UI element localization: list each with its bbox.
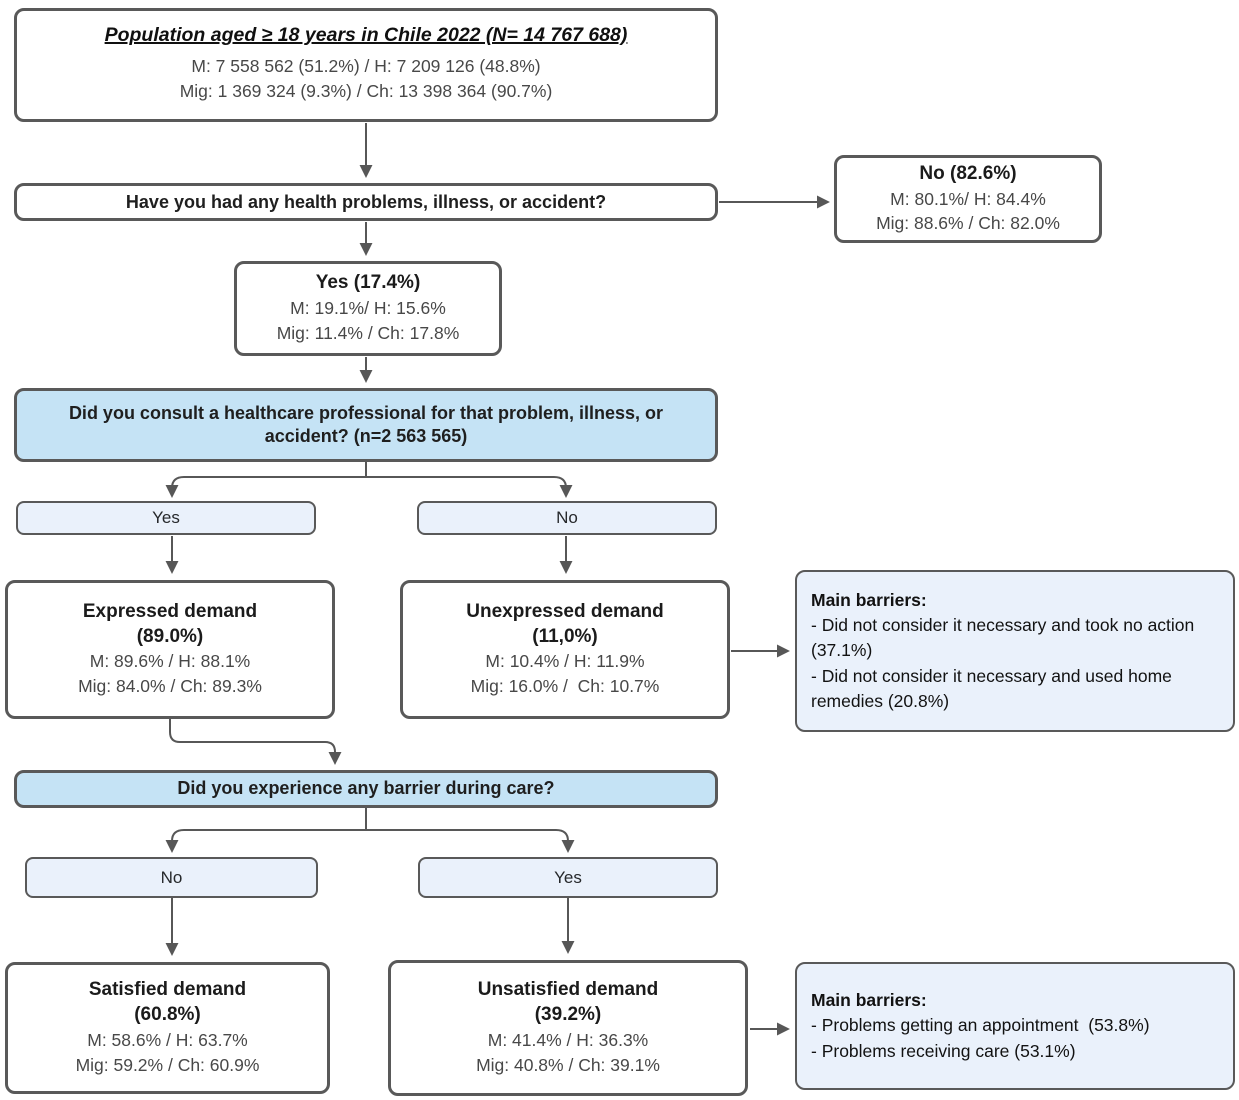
q-health-problem-box [14, 183, 718, 221]
health-problem-yes-origin-line: Mig: 11.4% / Ch: 17.8% [276, 322, 460, 343]
consult-yes-label: Yes [152, 508, 180, 527]
population-origin-line: Mig: 1 369 324 (9.3%) / Ch: 13 398 364 (90.7%) [179, 81, 553, 102]
health-problem-yes-box [234, 261, 502, 356]
health-problem-yes-gender-line: M: 19.1%/ H: 15.6% [290, 298, 446, 318]
unexpressed-barriers-heading: Main barriers: [811, 589, 927, 610]
unsatisfied-barriers-heading: Main barriers: [811, 989, 927, 1010]
expressed-demand-origin-line: Mig: 84.0% / Ch: 89.3% [78, 676, 262, 697]
satisfied-demand-box [5, 962, 330, 1094]
unsatisfied-demand-title: Unsatisfied demand [477, 979, 659, 1001]
q-health-problem-label: Have you had any health problems, illness, or accident? [125, 191, 607, 212]
unexpressed-demand-origin-line: Mig: 16.0% / Ch: 10.7% [470, 676, 660, 697]
barrier-yes-option [418, 857, 718, 898]
population-gender-line: M: 7 558 562 (51.2%) / H: 7 209 126 (48.8%) [191, 56, 541, 77]
expressed-demand-pct: (89.0%) [136, 625, 204, 647]
expressed-demand-title: Expressed demand [82, 600, 258, 622]
consult-no-label: No [556, 508, 578, 527]
q-consult-box [14, 388, 718, 462]
q-barrier-label: Did you experience any barrier during care? [177, 778, 555, 799]
connector-q2-to-consult-yes [172, 477, 366, 496]
unsatisfied-demand-gender-line: M: 41.4% / H: 36.3% [487, 1029, 649, 1050]
unexpressed-main-barriers-box [795, 570, 1235, 732]
unexpressed-demand-gender-line: M: 10.4% / H: 11.9% [485, 651, 645, 672]
unexpressed-demand-pct: (11,0%) [532, 625, 598, 647]
q-barrier-box [14, 770, 718, 808]
unsatisfied-main-barriers-box [795, 962, 1235, 1090]
unsatisfied-barriers-item: - Problems receiving care (53.1%) [811, 1040, 1076, 1061]
unsatisfied-demand-pct: (39.2%) [534, 1004, 602, 1026]
unexpressed-demand-box [400, 580, 730, 719]
satisfied-demand-origin-line: Mig: 59.2% / Ch: 60.9% [75, 1054, 260, 1075]
connector-q3-to-barrier-no [172, 830, 366, 851]
satisfied-demand-title: Satisfied demand [88, 979, 247, 1001]
population-box [14, 8, 718, 122]
consult-no-option [417, 501, 717, 535]
consult-yes-option [16, 501, 316, 535]
expressed-demand-box [5, 580, 335, 719]
barrier-no-option [25, 857, 318, 898]
unexpressed-demand-title: Unexpressed demand [466, 600, 664, 622]
satisfied-demand-gender-line: M: 58.6% / H: 63.7% [87, 1029, 248, 1050]
health-problem-no-box [834, 155, 1102, 243]
health-problem-yes-title: Yes (17.4%) [315, 272, 421, 294]
connector-q2-to-consult-no [366, 477, 566, 496]
unsatisfied-barriers-item: - Problems getting an appointment (53.8%) [811, 1015, 1150, 1036]
unsatisfied-demand-origin-line: Mig: 40.8% / Ch: 39.1% [476, 1054, 660, 1075]
expressed-demand-gender-line: M: 89.6% / H: 88.1% [89, 651, 251, 672]
unexpressed-barriers-item: - Did not consider it necessary and used home remedies (20.8%) [811, 665, 1177, 712]
q-consult-label: Did you consult a healthcare professional for that problem, illness, or accident? (n=2 563 565) [68, 402, 664, 446]
health-problem-no-origin-line: Mig: 88.6% / Ch: 82.0% [876, 213, 1060, 234]
population-title: Population aged ≥ 18 years in Chile 2022 (N= 14 767 688) [104, 24, 628, 46]
barrier-yes-label: Yes [554, 867, 582, 887]
barrier-no-label: No [160, 867, 183, 887]
unsatisfied-demand-box [388, 960, 748, 1096]
satisfied-demand-pct: (60.8%) [134, 1004, 201, 1026]
unexpressed-barriers-item: - Did not consider it necessary and took no action (37.1%) [811, 614, 1200, 661]
health-problem-no-title: No (82.6%) [919, 162, 1017, 184]
health-problem-no-gender-line: M: 80.1%/ H: 84.4% [890, 188, 1046, 209]
connector-expressed-to-q3 [170, 719, 335, 763]
connector-q3-to-barrier-yes [366, 830, 568, 851]
